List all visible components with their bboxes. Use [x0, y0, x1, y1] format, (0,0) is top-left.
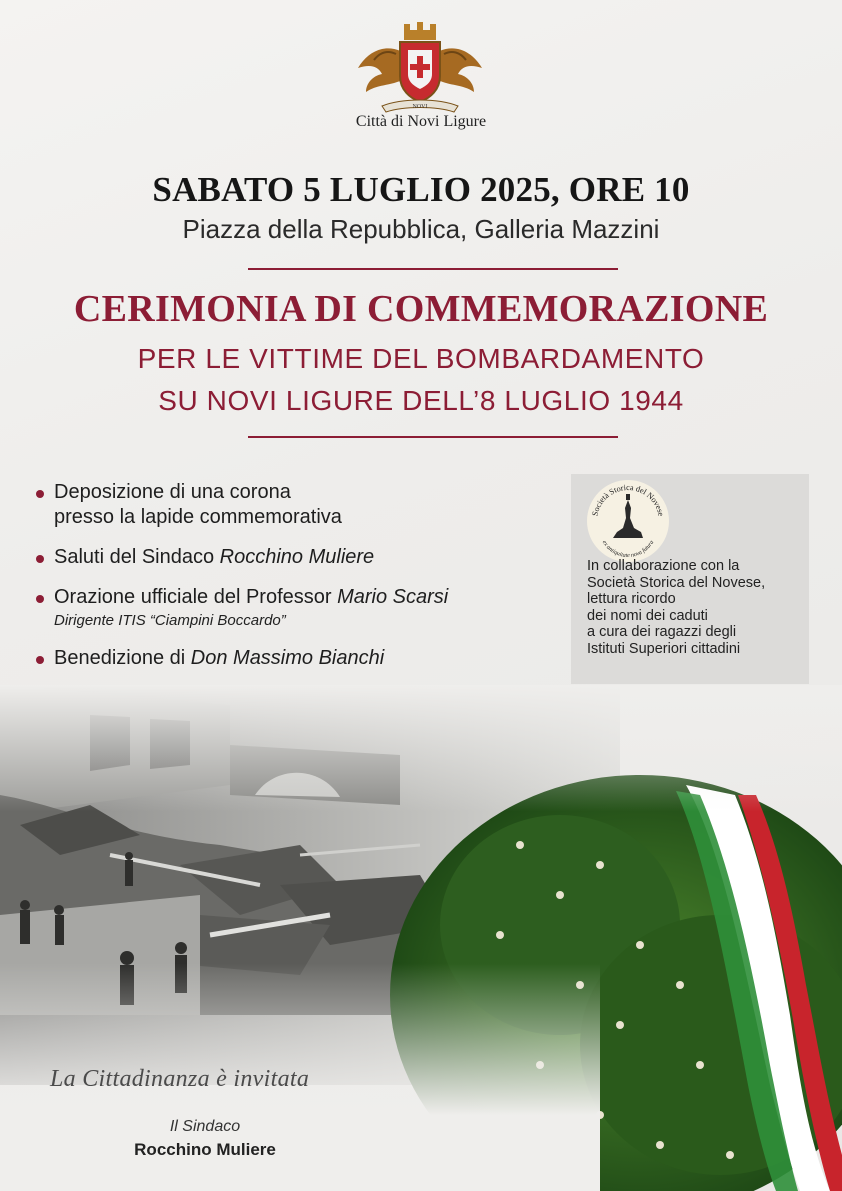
program-list [36, 480, 556, 686]
invitation-text: La Cittadinanza è invitata [50, 1066, 310, 1092]
divider-bottom [248, 436, 618, 438]
bullet-icon [36, 595, 44, 603]
logo-text-top: Società Storica del Novese [590, 483, 666, 517]
historical-photo-and-wreath [0, 685, 842, 1191]
bullet-icon [36, 656, 44, 664]
event-title: CERIMONIA DI COMMEMORAZIONE [73, 288, 769, 330]
program-item-text: Deposizione di una corona [54, 481, 291, 503]
historical-society-logo [585, 478, 671, 564]
logo-text-bottom: ex antiquitate nova futura [600, 539, 656, 560]
collaboration-box [571, 474, 809, 684]
program-item-text: Orazione ufficiale del Professor [54, 586, 338, 608]
program-item-blessing [36, 646, 556, 671]
event-location: Piazza della Repubblica, Galleria Mazzini [182, 214, 660, 244]
program-item-text: presso la lapide commemorativa [54, 506, 342, 528]
program-item-person: Don Massimo Bianchi [190, 647, 385, 669]
collab-line: Società Storica del Novese, [587, 574, 766, 591]
program-item-oration [36, 585, 556, 631]
city-crest-logo [352, 20, 488, 116]
event-date-time: SABATO 5 LUGLIO 2025, ORE 10 [152, 170, 690, 209]
city-name: Città di Novi Ligure [355, 113, 487, 130]
crest-motto: NOVI [412, 104, 428, 110]
program-item-wreath [36, 480, 556, 530]
mayor-role: Il Sindaco [169, 1118, 241, 1135]
mayor-name: Rocchino Muliere [134, 1140, 276, 1159]
event-subtitle-line1: PER LE VITTIME DEL BOMBARDAMENTO [137, 343, 705, 374]
collab-line: a cura dei ragazzi degli [587, 624, 737, 640]
collaboration-text [587, 558, 807, 657]
program-item-greetings [36, 545, 556, 570]
collab-line: lettura ricordo [587, 591, 676, 607]
program-item-note: Dirigente ITIS “Ciampini Boccardo” [54, 612, 286, 629]
bullet-icon [36, 555, 44, 563]
collab-line: dei nomi dei caduti [587, 607, 708, 624]
program-item-text: Benedizione di [54, 647, 191, 669]
collab-line: Istituti Superiori cittadini [587, 640, 741, 657]
collab-line: In collaborazione con la [587, 558, 740, 574]
event-subtitle-line2: SU NOVI LIGURE DELL’8 LUGLIO 1944 [158, 385, 684, 416]
bullet-icon [36, 490, 44, 498]
program-item-person: Mario Scarsi [337, 586, 449, 608]
program-item-text: Saluti del Sindaco [54, 546, 220, 568]
divider-top [248, 268, 618, 270]
program-item-person: Rocchino Muliere [219, 546, 375, 568]
